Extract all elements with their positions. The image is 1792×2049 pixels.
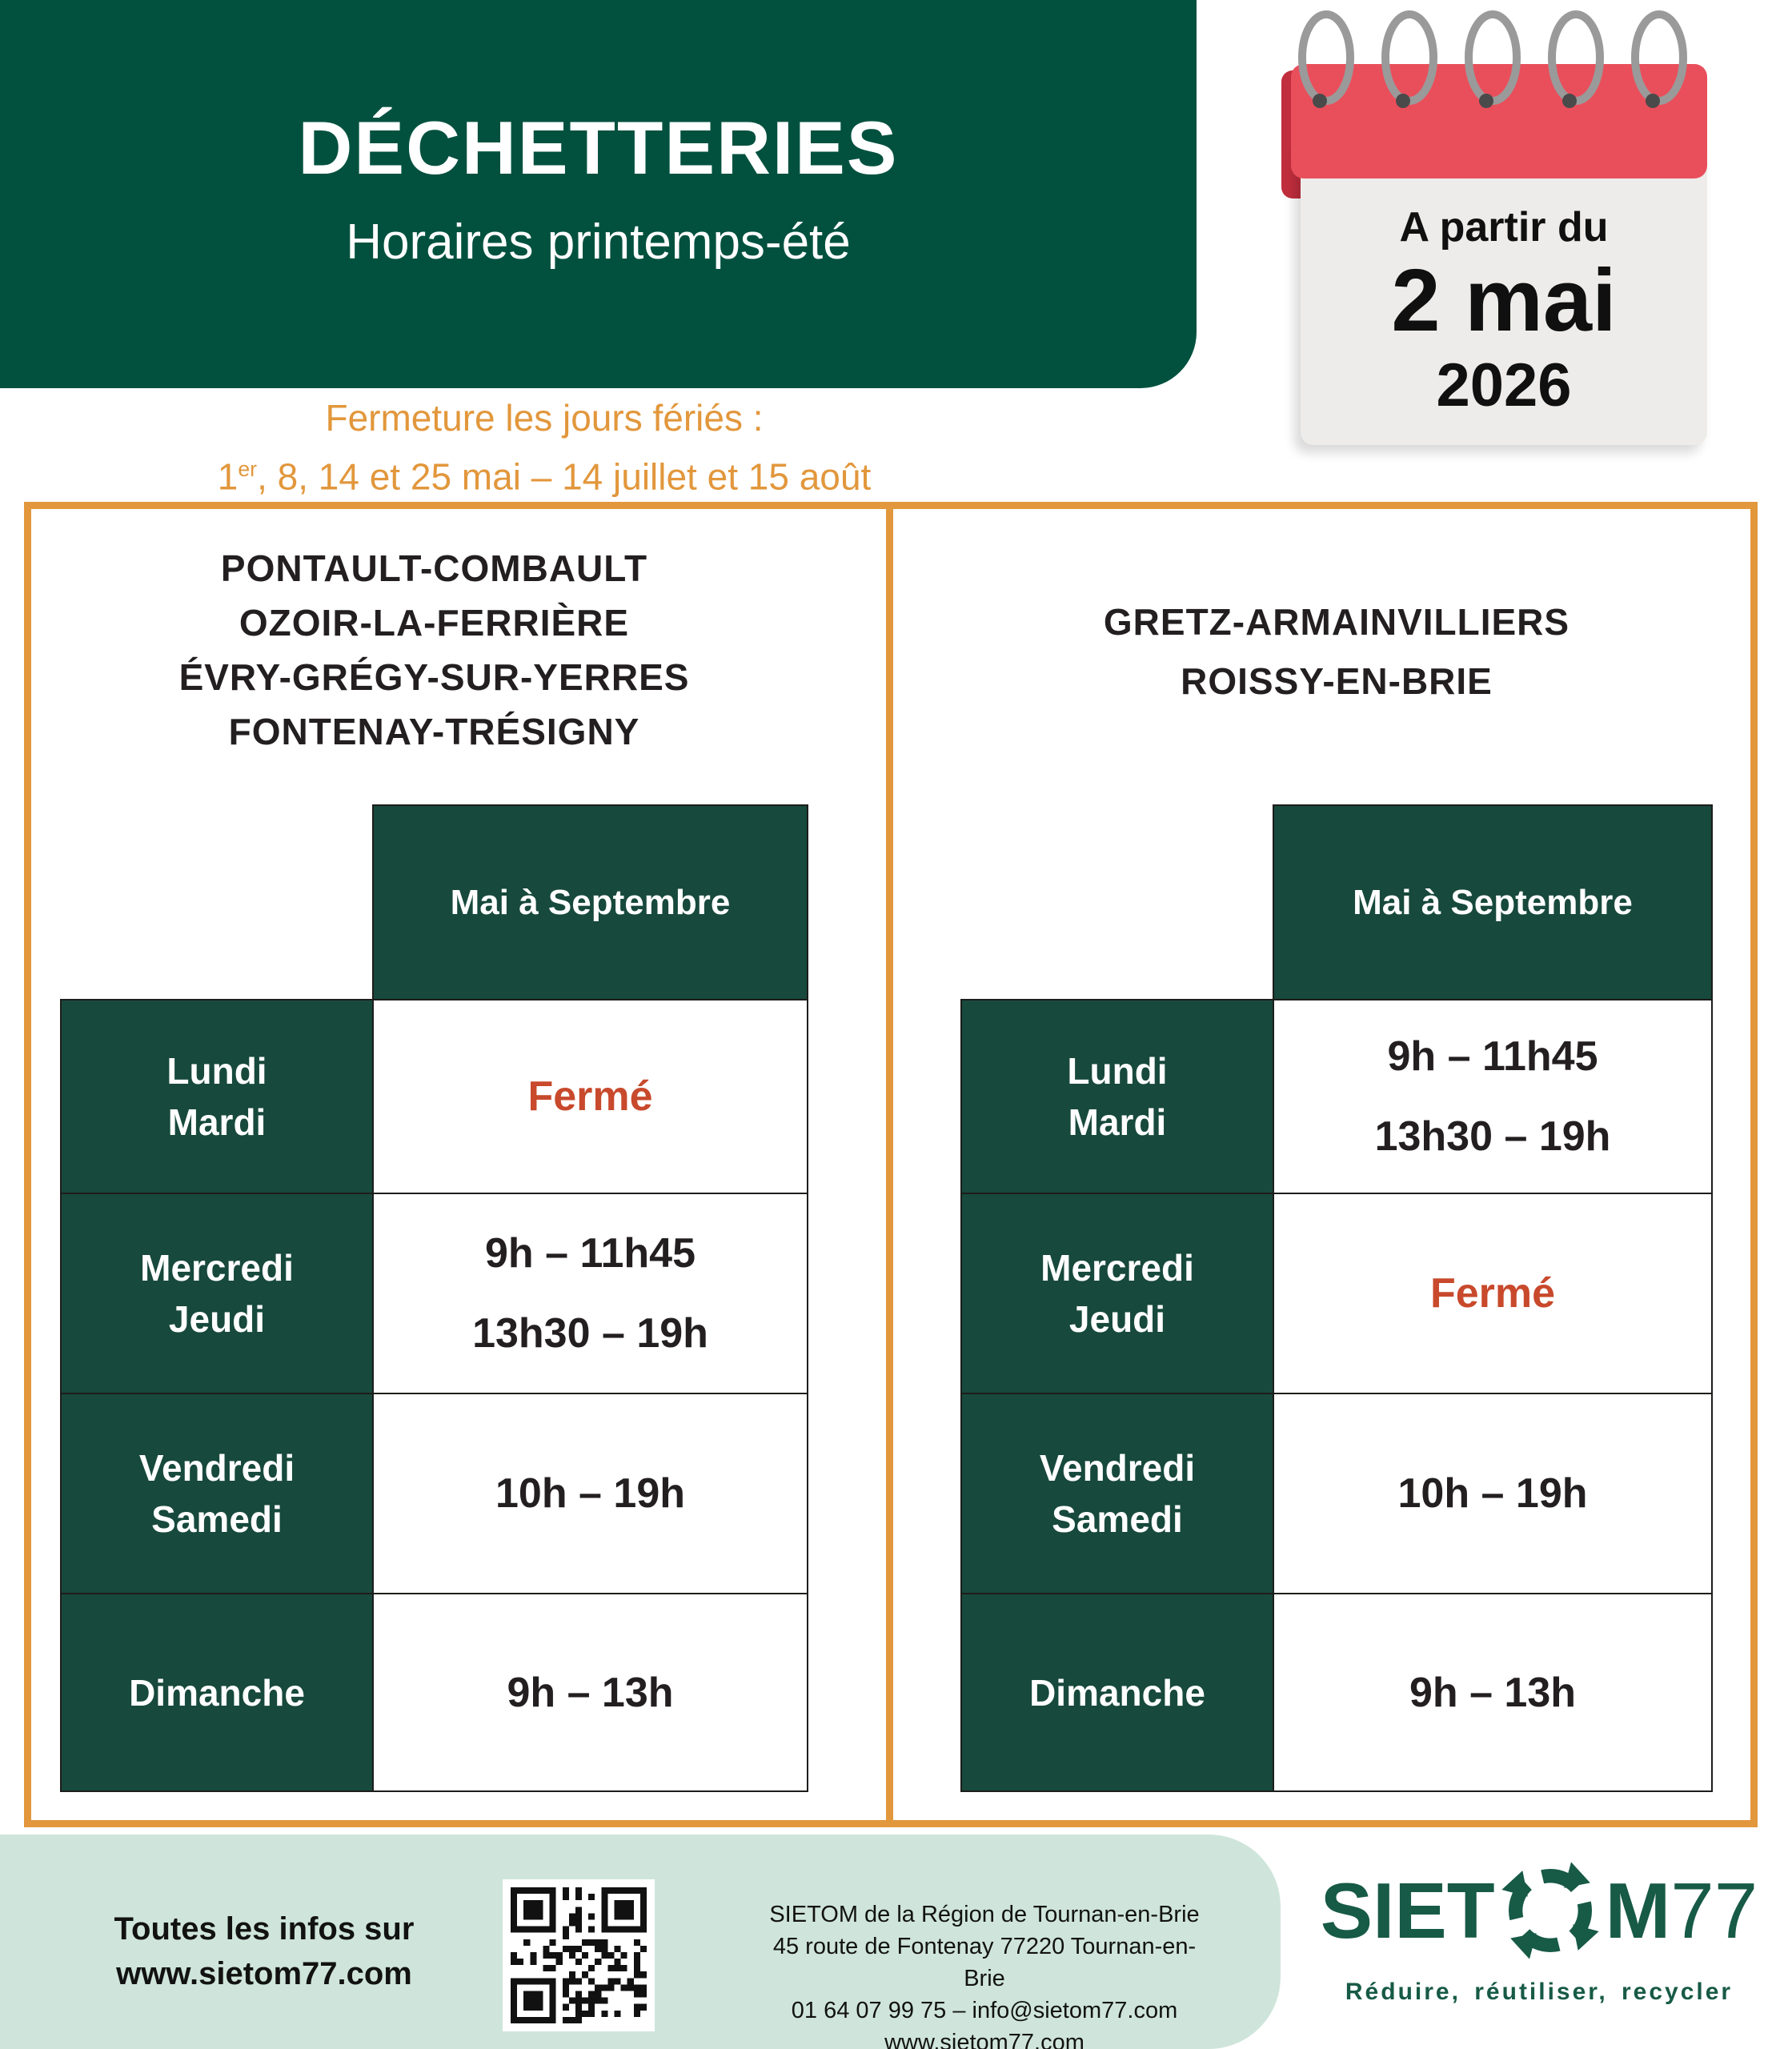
schedule-board [24,502,1758,1827]
time-value: 13h30 – 19h [1374,1113,1611,1160]
right-column-header-cell: Mai à Septembre [1273,804,1713,1000]
closure-note-line2 [64,443,1024,502]
address-line: SIETOM de la Région de Tournan-en-Brie [769,1902,1200,1927]
board-divider [886,509,893,1820]
closure-days-list: , 8, 14 et 25 mai – 14 juillet et 15 août [257,455,872,498]
closure-note-line1: Fermeture les jours fériés : [325,397,764,439]
calendar-icon [1277,6,1713,448]
qr-code-pattern [511,1887,647,2023]
left-column-header-cell: Mai à Septembre [372,804,808,1000]
sietom-logo [1303,1859,1775,2006]
time-value: 9h – 13h [507,1669,674,1716]
day-cell [960,1393,1274,1594]
day-label: Vendredi [138,1447,295,1489]
recycle-icon [1498,1859,1602,1963]
address-line: 01 64 07 99 75 – info@sietom77.com [791,1998,1178,2023]
town-name: ROISSY-EN-BRIE [1181,660,1493,702]
right-towns-list [960,592,1713,711]
calendar-year: 2026 [1436,351,1572,419]
logo-text [1321,1859,1758,1963]
logo-m: M [1605,1867,1671,1955]
time-cell [372,1193,808,1394]
day-label: Jeudi [168,1298,266,1340]
address-block [760,1899,1209,2049]
day-label: Dimanche [129,1671,305,1714]
day-cell [960,1193,1274,1394]
day-cell [60,1393,374,1594]
logo-77: 77 [1670,1867,1758,1955]
town-name: FONTENAY-TRÉSIGNY [228,711,640,752]
footer-info [80,1907,448,1996]
day-cell [60,1593,374,1792]
footer-info-line1: Toutes les infos sur [114,1911,415,1947]
time-value: 10h – 19h [1397,1470,1588,1517]
time-value: 10h – 19h [495,1470,686,1517]
page-title: DÉCHETTERIES [298,106,899,190]
day-label: Lundi [1067,1050,1168,1092]
town-name: PONTAULT-COMBAULT [220,547,648,589]
closure-day-suffix: er [238,457,258,481]
day-cell [960,999,1274,1194]
day-cell [60,1193,374,1394]
address-line: 45 route de Fontenay 77220 Tournan-en-Brie [772,1934,1197,1991]
time-cell [1273,1393,1713,1594]
time-value: 9h – 13h [1409,1669,1577,1716]
time-value: Fermé [1429,1270,1556,1317]
day-label: Dimanche [1029,1671,1205,1714]
time-cell [1273,1193,1713,1394]
time-value: Fermé [527,1073,653,1120]
day-label: Jeudi [1068,1298,1166,1340]
closure-note [64,392,1024,502]
qr-code [503,1879,655,2031]
day-label: Vendredi [1039,1447,1196,1489]
town-name: OZOIR-LA-FERRIÈRE [239,602,630,644]
town-name: GRETZ-ARMAINVILLIERS [1103,601,1570,643]
left-towns-list [60,541,808,759]
time-cell [1273,999,1713,1194]
day-label: Mardi [167,1101,267,1143]
day-label: Mardi [1068,1101,1167,1143]
day-label: Lundi [166,1050,267,1092]
calendar-page [1301,142,1707,445]
time-cell [372,1593,808,1792]
time-cell [1273,1593,1713,1792]
time-value: 9h – 11h45 [1387,1033,1598,1080]
calendar-start-label: A partir du [1399,204,1609,251]
address-line: www.sietom77.com [884,2030,1084,2049]
day-label: Mercredi [140,1247,294,1289]
footer-info-line2: www.sietom77.com [116,1956,412,1991]
time-cell [372,999,808,1194]
day-cell [60,999,374,1194]
page-subtitle: Horaires printemps-été [346,215,851,270]
time-value: 13h30 – 19h [472,1310,708,1357]
day-label: Samedi [1052,1498,1183,1540]
day-label: Samedi [151,1498,283,1540]
closure-day-number: 1 [217,455,239,498]
time-cell [372,1393,808,1594]
header-banner [0,0,1197,388]
logo-tagline: Réduire, réutiliser, recycler [1345,1979,1734,2005]
day-label: Mercredi [1040,1247,1194,1289]
logo-siet: SIET [1320,1867,1495,1955]
time-value: 9h – 11h45 [484,1230,696,1277]
calendar-rings-icon [1288,8,1701,128]
calendar-date: 2 mai [1391,251,1617,351]
day-cell [960,1593,1274,1792]
town-name: ÉVRY-GRÉGY-SUR-YERRES [178,656,690,698]
